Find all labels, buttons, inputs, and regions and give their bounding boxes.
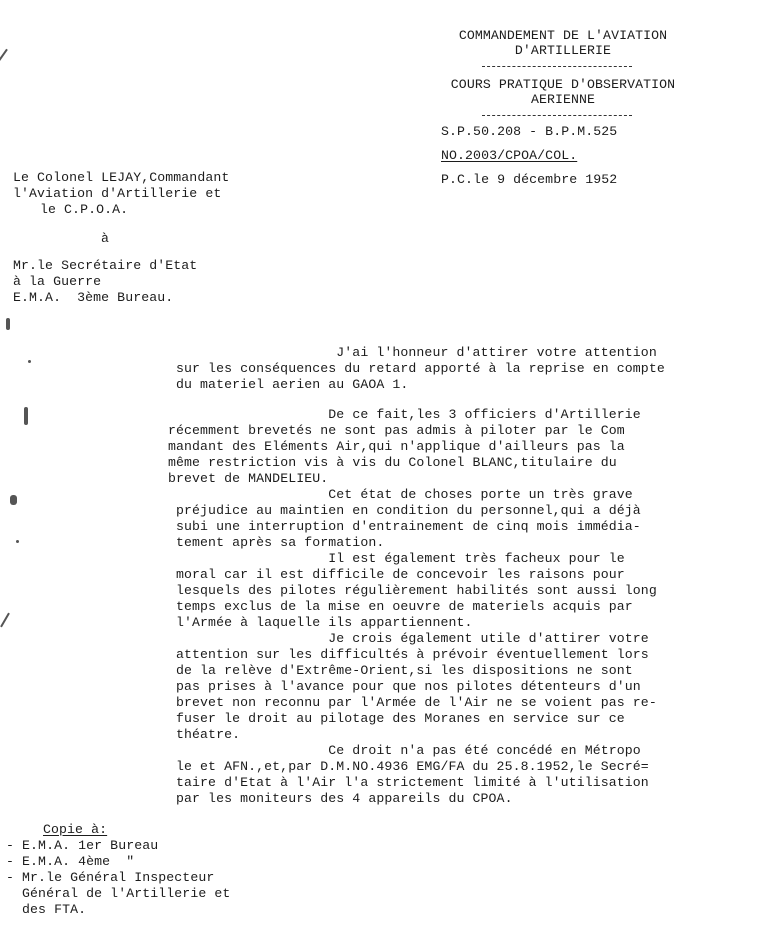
header-place-date: P.C.le 9 décembre 1952 [441, 172, 618, 187]
header-divider [482, 66, 632, 67]
copies-item: des FTA. [6, 902, 87, 917]
header-school-line1: COURS PRATIQUE D'OBSERVATION [450, 77, 676, 92]
sender-line1: Le Colonel LEJAY,Commandant [13, 170, 230, 185]
body-line: moral car il est difficile de concevoir les raisons pour [176, 567, 625, 582]
body-line: théatre. [176, 727, 241, 742]
copies-item: - E.M.A. 4ème " [6, 854, 135, 869]
scan-artifact [28, 360, 31, 363]
header-divider-2 [482, 115, 632, 116]
body-line: Ce droit n'a pas été concédé en Métropo [176, 743, 641, 758]
body-line: tement après sa formation. [176, 535, 385, 550]
body-line: mandant des Eléments Air,qui n'applique d'ailleurs pas la [168, 439, 625, 454]
body-line: Je crois également utile d'attirer votre [176, 631, 649, 646]
header-postal: S.P.50.208 - B.P.M.525 [441, 124, 618, 139]
body-line: Il est également très facheux pour le [176, 551, 625, 566]
body-line: sur les conséquences du retard apporté à la reprise en compte [176, 361, 665, 376]
body-line: par les moniteurs des 4 appareils du CPOA. [176, 791, 513, 806]
recipient-line1: Mr.le Secrétaire d'Etat [13, 258, 198, 273]
copies-title: Copie à: [43, 822, 108, 837]
to-word: à [101, 231, 110, 246]
body-line: pas prises à l'avance pour que nos pilotes détenteurs d'un [176, 679, 641, 694]
body-line: brevet de MANDELIEU. [168, 471, 329, 486]
scan-artifact [24, 407, 28, 425]
copies-item: - Mr.le Général Inspecteur [6, 870, 215, 885]
body-line: préjudice au maintien en condition du personnel,qui a déjà [176, 503, 641, 518]
body-line: attention sur les difficultés à prévoir éventuellement lors [176, 647, 649, 662]
body-line: récemment brevetés ne sont pas admis à piloter par le Com [168, 423, 625, 438]
body-line: De ce fait,les 3 officiers d'Artillerie [168, 407, 641, 422]
header-org-line1: COMMANDEMENT DE L'AVIATION [458, 28, 668, 43]
body-line: du materiel aerien au GAOA 1. [176, 377, 409, 392]
header-reference: NO.2003/CPOA/COL. [441, 148, 578, 163]
copies-item: Général de l'Artillerie et [6, 886, 231, 901]
body-line: subi une interruption d'entrainement de cinq mois immédia- [176, 519, 641, 534]
body-line: Cet état de choses porte un très grave [176, 487, 633, 502]
scan-artifact [10, 495, 17, 505]
recipient-line3: E.M.A. 3ème Bureau. [13, 290, 174, 305]
scan-artifact [6, 318, 10, 330]
body-line: J'ai l'honneur d'attirer votre attention [176, 345, 657, 360]
body-line: le et AFN.,et,par D.M.NO.4936 EMG/FA du 25.8.1952,le Secré= [176, 759, 649, 774]
body-line: l'Armée à laquelle ils appartiennent. [176, 615, 473, 630]
header-school-line2: AERIENNE [530, 92, 596, 107]
body-line: fuser le droit au pilotage des Moranes en service sur ce [176, 711, 625, 726]
body-line: brevet non reconnu par l'Armée de l'Air ne se voient pas re- [176, 695, 657, 710]
body-line: taire d'Etat à l'Air l'a strictement limité à l'utilisation [176, 775, 649, 790]
sender-line2: l'Aviation d'Artillerie et [13, 186, 222, 201]
sender-line3: le C.P.O.A. [40, 202, 129, 217]
recipient-line2: à la Guerre [13, 274, 102, 289]
copies-item: - E.M.A. 1er Bureau [6, 838, 159, 853]
scan-artifact [0, 49, 8, 62]
header-org-line2: D'ARTILLERIE [514, 43, 612, 58]
body-line: de la relève d'Extrême-Orient,si les dispositions ne sont [176, 663, 633, 678]
body-line: même restriction vis à vis du Colonel BLANC,titulaire du [168, 455, 617, 470]
scan-artifact [16, 540, 19, 543]
body-line: temps exclus de la mise en oeuvre de materiels acquis par [176, 599, 633, 614]
scan-artifact [0, 613, 10, 628]
body-line: lesquels des pilotes régulièrement habilités sont aussi long [176, 583, 657, 598]
